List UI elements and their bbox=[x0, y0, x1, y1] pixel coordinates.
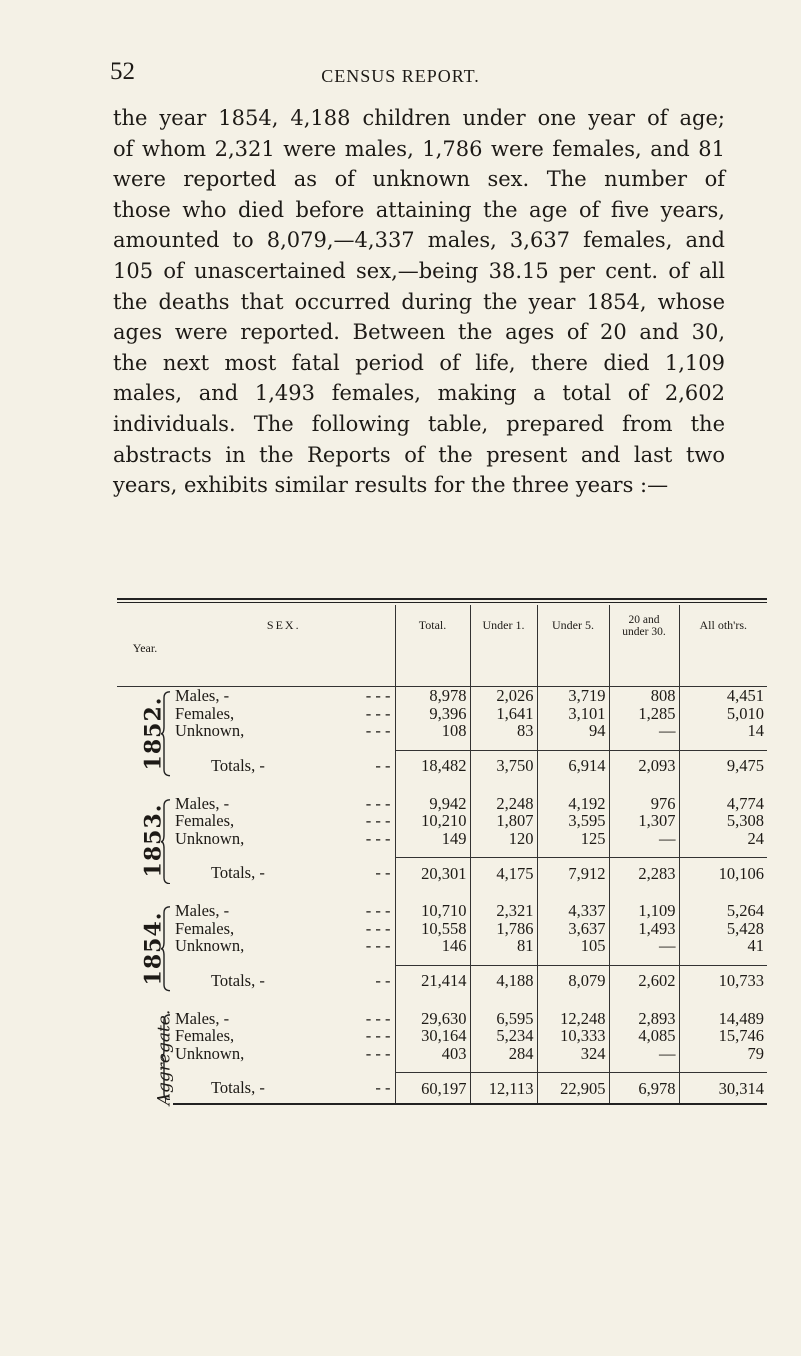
spacer-row bbox=[117, 1062, 767, 1073]
spacer-cell bbox=[609, 740, 679, 751]
cell-20-to-30: — bbox=[609, 830, 679, 848]
running-title: CENSUS REPORT. bbox=[321, 66, 480, 86]
gap-cell bbox=[537, 888, 609, 902]
gap-cell bbox=[679, 781, 767, 795]
spacer-row bbox=[117, 847, 767, 858]
cell-20-to-30: 1,109 bbox=[609, 902, 679, 920]
cell-20-to-30: — bbox=[609, 937, 679, 955]
cell-20-to-30: — bbox=[609, 722, 679, 740]
leader-dashes: - - - bbox=[365, 1008, 391, 1028]
sex-label-text: Unknown, bbox=[175, 1043, 245, 1063]
cell-all-others: 14,489 bbox=[679, 1010, 767, 1028]
spacer-cell bbox=[173, 847, 395, 858]
cell-total: 108 bbox=[395, 722, 470, 740]
gap-cell bbox=[395, 781, 470, 795]
header-under-1: Under 1. bbox=[470, 605, 537, 687]
cell-under-1: 284 bbox=[470, 1045, 537, 1063]
total-cell-all-others: 10,733 bbox=[679, 965, 767, 996]
spacer-cell bbox=[395, 740, 470, 751]
spacer-cell bbox=[609, 1062, 679, 1073]
curly-brace-icon bbox=[161, 799, 171, 885]
table-row bbox=[117, 722, 767, 740]
spacer-cell bbox=[537, 955, 609, 966]
page-number: 52 bbox=[110, 58, 135, 85]
totals-label-text: Totals, - bbox=[211, 863, 265, 883]
year-cell bbox=[117, 1010, 173, 1105]
cell-under-1: 1,641 bbox=[470, 705, 537, 723]
cell-total: 9,942 bbox=[395, 795, 470, 813]
table-row bbox=[117, 795, 767, 813]
cell-under-1: 81 bbox=[470, 937, 537, 955]
leader-dashes: - - - bbox=[365, 918, 391, 938]
table-body bbox=[117, 687, 767, 1105]
leader-dashes: - - - bbox=[365, 936, 391, 956]
mortality-table bbox=[117, 605, 767, 1105]
cell-20-to-30: — bbox=[609, 1045, 679, 1063]
spacer-cell bbox=[173, 740, 395, 751]
leader-dashes: - - bbox=[375, 1078, 391, 1098]
cell-total: 30,164 bbox=[395, 1027, 470, 1045]
cell-under-5: 10,333 bbox=[537, 1027, 609, 1045]
year-cell bbox=[117, 902, 173, 996]
sex-label bbox=[173, 1045, 395, 1063]
total-cell-total: 20,301 bbox=[395, 858, 470, 889]
total-cell-all-others: 30,314 bbox=[679, 1073, 767, 1105]
text-line: 105 of unascertained sex,—being 38.15 per cent. of all bbox=[113, 258, 725, 283]
sex-label-text: Males, - bbox=[175, 793, 230, 813]
cell-total: 10,710 bbox=[395, 902, 470, 920]
text-line: ages were reported. Between the ages of 20 and 30, bbox=[113, 320, 725, 345]
spacer-row bbox=[117, 955, 767, 966]
cell-all-others: 5,264 bbox=[679, 902, 767, 920]
text-line: individuals. The following table, prepared from the bbox=[113, 411, 725, 436]
sex-label-text: Males, - bbox=[175, 686, 230, 706]
cell-under-1: 6,595 bbox=[470, 1010, 537, 1028]
cell-all-others: 4,774 bbox=[679, 795, 767, 813]
gap-cell bbox=[609, 781, 679, 795]
cell-total: 8,978 bbox=[395, 687, 470, 705]
totals-row bbox=[117, 750, 767, 781]
cell-20-to-30: 1,307 bbox=[609, 812, 679, 830]
leader-dashes: - - - bbox=[365, 1026, 391, 1046]
total-cell-under-5: 6,914 bbox=[537, 750, 609, 781]
total-cell-20-to-30: 2,602 bbox=[609, 965, 679, 996]
spacer-cell bbox=[679, 740, 767, 751]
gap-cell bbox=[470, 781, 537, 795]
sex-label bbox=[173, 687, 395, 705]
cell-all-others: 5,010 bbox=[679, 705, 767, 723]
spacer-cell bbox=[470, 1062, 537, 1073]
deaths-by-sex-table bbox=[117, 605, 767, 1105]
sex-label-text: Females, bbox=[175, 918, 235, 938]
total-cell-under-5: 22,905 bbox=[537, 1073, 609, 1105]
gap-row bbox=[117, 996, 767, 1010]
text-line: amounted to 8,079,—4,337 males, 3,637 females, and bbox=[113, 228, 725, 253]
cell-20-to-30: 4,085 bbox=[609, 1027, 679, 1045]
table-row bbox=[117, 920, 767, 938]
spacer-cell bbox=[173, 955, 395, 966]
total-cell-total: 21,414 bbox=[395, 965, 470, 996]
year-label: Aggregate. bbox=[154, 1009, 175, 1106]
cell-total: 10,558 bbox=[395, 920, 470, 938]
text-line: were reported as of unknown sex. The number of bbox=[113, 167, 725, 192]
spacer-cell bbox=[470, 955, 537, 966]
header-20-to-30-line1: 20 and bbox=[628, 614, 660, 626]
gap-cell bbox=[117, 996, 395, 1010]
total-cell-under-1: 4,188 bbox=[470, 965, 537, 996]
gap-cell bbox=[117, 781, 395, 795]
header-total: Total. bbox=[395, 605, 470, 687]
text-line: those who died before attaining the age of five years, bbox=[113, 197, 725, 222]
cell-all-others: 15,746 bbox=[679, 1027, 767, 1045]
text-line: males, and 1,493 females, making a total of 2,602 bbox=[113, 381, 725, 406]
text-line: abstracts in the Reports of the present and last two bbox=[113, 442, 725, 467]
total-cell-under-5: 8,079 bbox=[537, 965, 609, 996]
spacer-cell bbox=[173, 1062, 395, 1073]
gap-row bbox=[117, 888, 767, 902]
cell-all-others: 5,308 bbox=[679, 812, 767, 830]
sex-label-text: Females, bbox=[175, 703, 235, 723]
cell-under-1: 2,321 bbox=[470, 902, 537, 920]
body-paragraph bbox=[113, 103, 725, 501]
cell-20-to-30: 1,285 bbox=[609, 705, 679, 723]
sex-label-text: Males, - bbox=[175, 901, 230, 921]
totals-row bbox=[117, 965, 767, 996]
leader-dashes: - - bbox=[375, 970, 391, 990]
cell-all-others: 5,428 bbox=[679, 920, 767, 938]
header-20-to-30-line2: under 30. bbox=[622, 626, 666, 638]
table-row bbox=[117, 902, 767, 920]
cell-under-1: 83 bbox=[470, 722, 537, 740]
sex-label bbox=[173, 937, 395, 955]
leader-dashes: - - bbox=[375, 755, 391, 775]
leader-dashes: - - - bbox=[365, 811, 391, 831]
table-row bbox=[117, 705, 767, 723]
cell-under-5: 105 bbox=[537, 937, 609, 955]
cell-total: 403 bbox=[395, 1045, 470, 1063]
leader-dashes: - - - bbox=[365, 828, 391, 848]
spacer-cell bbox=[395, 847, 470, 858]
spacer-cell bbox=[679, 955, 767, 966]
table-row bbox=[117, 830, 767, 848]
total-cell-under-5: 7,912 bbox=[537, 858, 609, 889]
cell-under-5: 4,192 bbox=[537, 795, 609, 813]
total-cell-under-1: 3,750 bbox=[470, 750, 537, 781]
spacer-cell bbox=[679, 847, 767, 858]
cell-under-1: 5,234 bbox=[470, 1027, 537, 1045]
total-cell-total: 18,482 bbox=[395, 750, 470, 781]
sex-label bbox=[173, 722, 395, 740]
total-cell-all-others: 10,106 bbox=[679, 858, 767, 889]
cell-all-others: 79 bbox=[679, 1045, 767, 1063]
text-line: of whom 2,321 were males, 1,786 were females, and 81 bbox=[113, 136, 725, 161]
year-cell bbox=[117, 687, 173, 781]
totals-label-text: Totals, - bbox=[211, 970, 265, 990]
curly-brace-icon bbox=[161, 691, 171, 777]
gap-cell bbox=[537, 996, 609, 1010]
text-line: the deaths that occurred during the year 1854, whose bbox=[113, 289, 725, 314]
cell-total: 10,210 bbox=[395, 812, 470, 830]
text-line: years, exhibits similar results for the three years :— bbox=[113, 473, 669, 498]
cell-total: 149 bbox=[395, 830, 470, 848]
year-label: 1853. bbox=[140, 803, 167, 878]
table-row bbox=[117, 937, 767, 955]
table-row bbox=[117, 687, 767, 705]
cell-total: 29,630 bbox=[395, 1010, 470, 1028]
spacer-cell bbox=[470, 847, 537, 858]
total-cell-20-to-30: 2,283 bbox=[609, 858, 679, 889]
cell-all-others: 41 bbox=[679, 937, 767, 955]
table-row bbox=[117, 812, 767, 830]
leader-dashes: - - - bbox=[365, 901, 391, 921]
sex-label-text: Females, bbox=[175, 811, 235, 831]
cell-20-to-30: 808 bbox=[609, 687, 679, 705]
year-cell bbox=[117, 795, 173, 889]
cell-under-5: 3,595 bbox=[537, 812, 609, 830]
leader-dashes: - - - bbox=[365, 1043, 391, 1063]
total-cell-all-others: 9,475 bbox=[679, 750, 767, 781]
sex-label bbox=[173, 1010, 395, 1028]
leader-dashes: - - bbox=[375, 863, 391, 883]
year-label: 1854. bbox=[140, 911, 167, 986]
gap-cell bbox=[470, 888, 537, 902]
cell-under-5: 4,337 bbox=[537, 902, 609, 920]
cell-under-1: 2,248 bbox=[470, 795, 537, 813]
total-cell-under-1: 12,113 bbox=[470, 1073, 537, 1105]
table-row bbox=[117, 1045, 767, 1063]
header-year: Year. bbox=[117, 605, 173, 687]
cell-under-5: 3,637 bbox=[537, 920, 609, 938]
cell-under-5: 3,101 bbox=[537, 705, 609, 723]
text-line: the next most fatal period of life, there died 1,109 bbox=[113, 350, 725, 375]
cell-under-1: 1,807 bbox=[470, 812, 537, 830]
cell-under-1: 120 bbox=[470, 830, 537, 848]
sex-label bbox=[173, 1027, 395, 1045]
sex-label bbox=[173, 812, 395, 830]
header-sex: SEX. bbox=[173, 605, 395, 687]
spacer-cell bbox=[609, 847, 679, 858]
sex-label bbox=[173, 795, 395, 813]
cell-20-to-30: 2,893 bbox=[609, 1010, 679, 1028]
gap-cell bbox=[609, 888, 679, 902]
spacer-cell bbox=[470, 740, 537, 751]
cell-all-others: 24 bbox=[679, 830, 767, 848]
curly-brace-icon bbox=[161, 906, 171, 992]
sex-label bbox=[173, 705, 395, 723]
sex-label-text: Unknown, bbox=[175, 828, 245, 848]
gap-cell bbox=[537, 781, 609, 795]
gap-cell bbox=[395, 996, 470, 1010]
totals-row bbox=[117, 858, 767, 889]
sex-label-text: Unknown, bbox=[175, 721, 245, 741]
totals-label bbox=[173, 965, 395, 996]
table-header-row bbox=[117, 605, 767, 687]
gap-cell bbox=[117, 888, 395, 902]
table-row bbox=[117, 1027, 767, 1045]
totals-label bbox=[173, 858, 395, 889]
leader-dashes: - - - bbox=[365, 686, 391, 706]
cell-under-1: 2,026 bbox=[470, 687, 537, 705]
spacer-row bbox=[117, 740, 767, 751]
sex-label-text: Females, bbox=[175, 1026, 235, 1046]
totals-row bbox=[117, 1073, 767, 1105]
totals-label-text: Totals, - bbox=[211, 755, 265, 775]
gap-row bbox=[117, 781, 767, 795]
header-under-5: Under 5. bbox=[537, 605, 609, 687]
year-label: 1852. bbox=[140, 696, 167, 771]
spacer-cell bbox=[395, 955, 470, 966]
spacer-cell bbox=[537, 847, 609, 858]
cell-under-1: 1,786 bbox=[470, 920, 537, 938]
total-cell-20-to-30: 6,978 bbox=[609, 1073, 679, 1105]
spacer-cell bbox=[537, 1062, 609, 1073]
sex-label bbox=[173, 920, 395, 938]
cell-total: 9,396 bbox=[395, 705, 470, 723]
gap-cell bbox=[395, 888, 470, 902]
cell-under-5: 94 bbox=[537, 722, 609, 740]
cell-under-5: 3,719 bbox=[537, 687, 609, 705]
text-line: the year 1854, 4,188 children under one year of age; bbox=[113, 106, 725, 130]
cell-all-others: 14 bbox=[679, 722, 767, 740]
total-cell-total: 60,197 bbox=[395, 1073, 470, 1105]
leader-dashes: - - - bbox=[365, 721, 391, 741]
spacer-cell bbox=[537, 740, 609, 751]
cell-under-5: 125 bbox=[537, 830, 609, 848]
sex-label-text: Unknown, bbox=[175, 936, 245, 956]
table-row bbox=[117, 1010, 767, 1028]
spacer-cell bbox=[609, 955, 679, 966]
table-top-rule bbox=[117, 602, 767, 603]
sex-label-text: Males, - bbox=[175, 1008, 230, 1028]
cell-under-5: 12,248 bbox=[537, 1010, 609, 1028]
totals-label-text: Totals, - bbox=[211, 1078, 265, 1098]
gap-cell bbox=[470, 996, 537, 1010]
cell-under-5: 324 bbox=[537, 1045, 609, 1063]
totals-label bbox=[173, 750, 395, 781]
total-cell-20-to-30: 2,093 bbox=[609, 750, 679, 781]
gap-cell bbox=[679, 996, 767, 1010]
spacer-cell bbox=[395, 1062, 470, 1073]
cell-20-to-30: 976 bbox=[609, 795, 679, 813]
sex-label bbox=[173, 830, 395, 848]
total-cell-under-1: 4,175 bbox=[470, 858, 537, 889]
cell-20-to-30: 1,493 bbox=[609, 920, 679, 938]
curly-brace-icon bbox=[161, 1014, 171, 1101]
leader-dashes: - - - bbox=[365, 703, 391, 723]
leader-dashes: - - - bbox=[365, 793, 391, 813]
totals-label bbox=[173, 1073, 395, 1105]
cell-all-others: 4,451 bbox=[679, 687, 767, 705]
cell-total: 146 bbox=[395, 937, 470, 955]
gap-cell bbox=[679, 888, 767, 902]
table-top-rule bbox=[117, 598, 767, 600]
sex-label bbox=[173, 902, 395, 920]
header-all-others: All oth'rs. bbox=[679, 605, 767, 687]
header-20-to-30 bbox=[609, 605, 679, 687]
spacer-cell bbox=[679, 1062, 767, 1073]
gap-cell bbox=[609, 996, 679, 1010]
